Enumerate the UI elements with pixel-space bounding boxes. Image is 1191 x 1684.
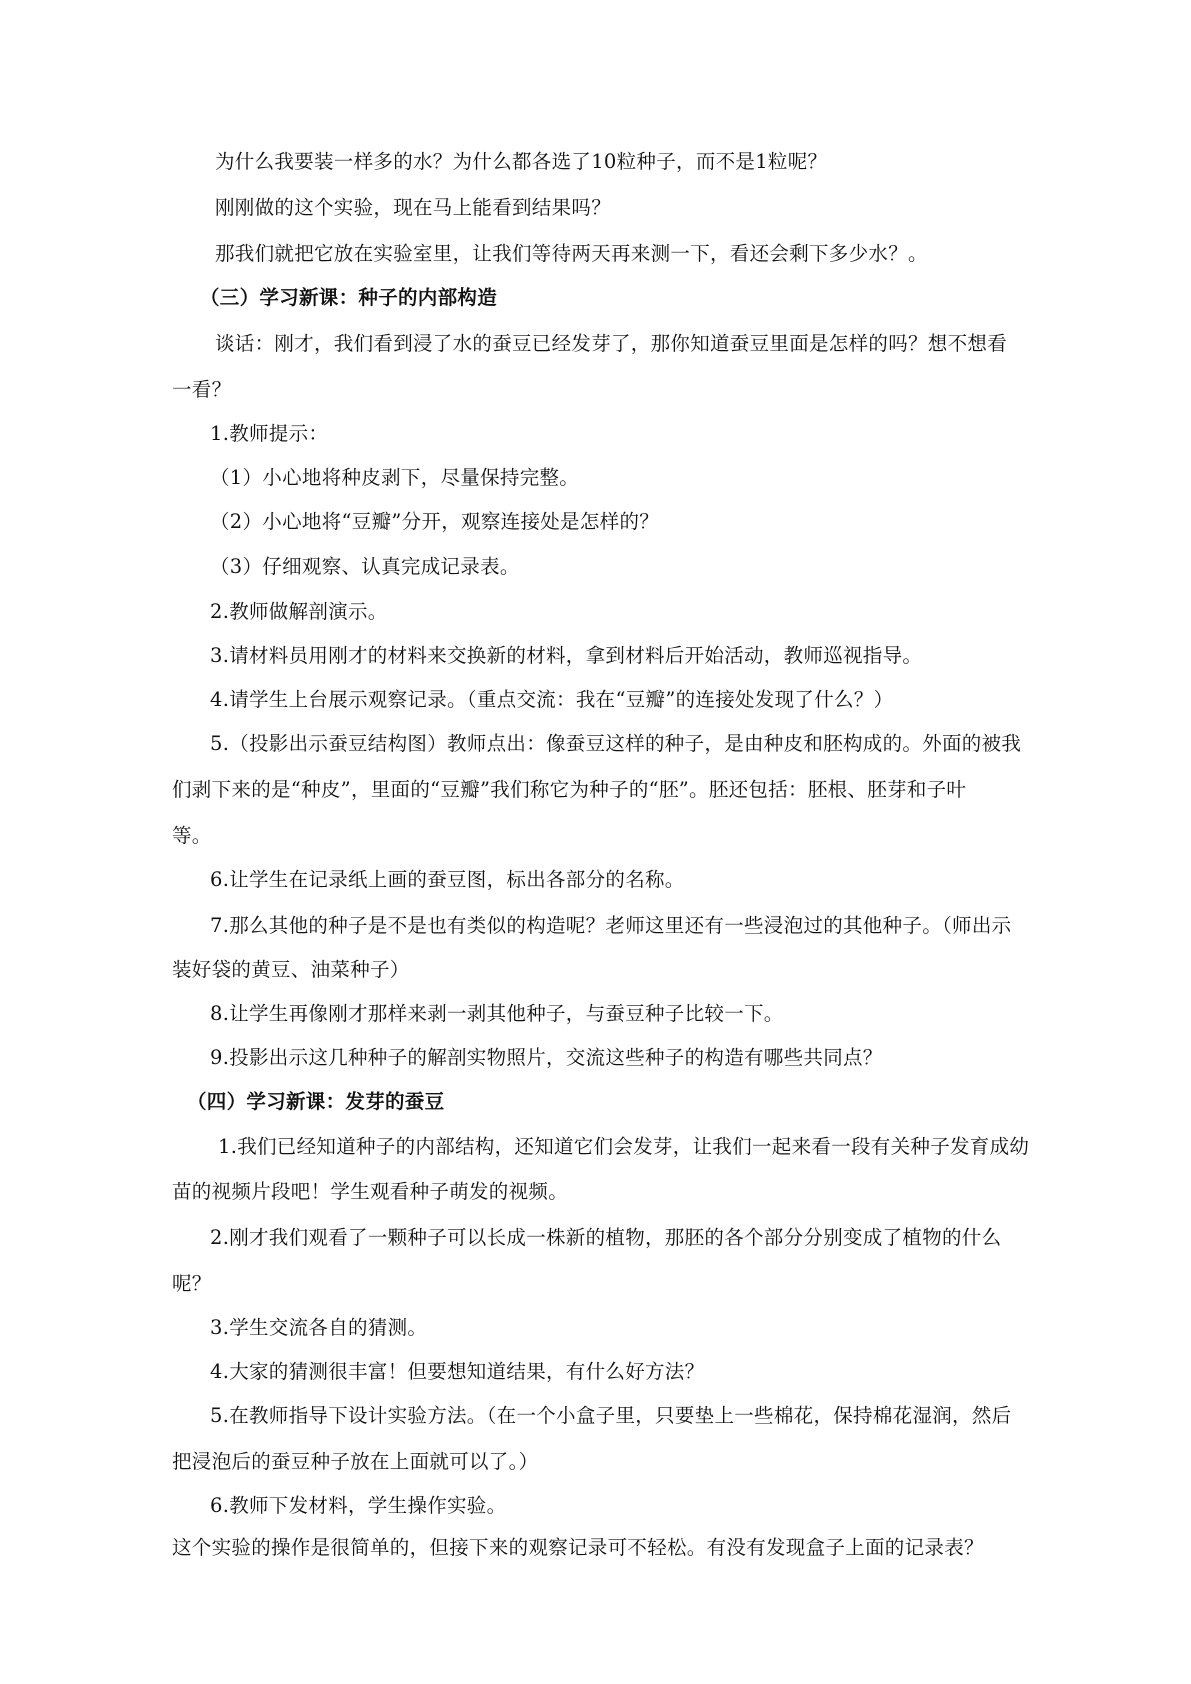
paragraph: 谈话：刚才，我们看到浸了水的蚕豆已经发芽了，那你知道蚕豆里面是怎样的吗？想不想看 [215, 332, 1008, 355]
paragraph-continuation: 呢？ [172, 1272, 212, 1295]
list-item: 8.让学生再像刚才那样来剥一剥其他种子，与蚕豆种子比较一下。 [210, 1002, 784, 1025]
paragraph-continuation: 一看？ [172, 378, 232, 401]
paragraph: 为什么我要装一样多的水？为什么都各选了10粒种子，而不是1粒呢？ [215, 150, 828, 173]
list-item: 5.（投影出示蚕豆结构图）教师点出：像蚕豆这样的种子，是由种皮和胚构成的。外面的被我 [210, 732, 1022, 755]
list-item: 1.我们已经知道种子的内部结构，还知道它们会发芽，让我们一起来看一段有关种子发育成幼 [218, 1135, 1030, 1158]
paragraph-continuation: 们剥下来的是“种皮”，里面的“豆瓣”我们称它为种子的“胚”。胚还包括：胚根、胚芽和子叶 [172, 778, 967, 801]
list-item: 1.教师提示： [210, 422, 329, 445]
list-item: 5.在教师指导下设计实验方法。（在一个小盒子里，只要垫上一些棉花，保持棉花湿润，然后 [210, 1404, 1012, 1427]
sub-list-item: （1）小心地将种皮剥下，尽量保持完整。 [210, 466, 580, 489]
section-heading: （三）学习新课：种子的内部构造 [200, 286, 498, 309]
paragraph-continuation: 把浸泡后的蚕豆种子放在上面就可以了。） [172, 1450, 539, 1473]
list-item: 7.那么其他的种子是不是也有类似的构造呢？老师这里还有一些浸泡过的其他种子。（师出示 [210, 914, 1012, 937]
paragraph: 刚刚做的这个实验，现在马上能看到结果吗？ [215, 196, 612, 219]
list-item: 3.请材料员用刚才的材料来交换新的材料，拿到材料后开始活动，教师巡视指导。 [210, 644, 923, 667]
list-item: 4.请学生上台展示观察记录。（重点交流：我在“豆瓣”的连接处发现了什么？） [210, 688, 894, 711]
sub-list-item: （3）仔细观察、认真完成记录表。 [210, 555, 520, 578]
list-item: 6.教师下发材料，学生操作实验。 [210, 1494, 507, 1517]
list-item: 9.投影出示这几种种子的解剖实物照片，交流这些种子的构造有哪些共同点？ [210, 1046, 883, 1069]
list-item: 6.让学生在记录纸上画的蚕豆图，标出各部分的名称。 [210, 868, 685, 891]
paragraph-continuation: 装好袋的黄豆、油菜种子） [172, 958, 410, 981]
sub-list-item: （2）小心地将“豆瓣”分开，观察连接处是怎样的？ [210, 510, 660, 533]
list-item: 2.教师做解剖演示。 [210, 600, 388, 623]
paragraph-continuation: 等。 [172, 824, 212, 847]
section-heading: （四）学习新课：发芽的蚕豆 [187, 1090, 445, 1113]
paragraph: 这个实验的操作是很简单的，但接下来的观察记录可不轻松。有没有发现盒子上面的记录表？ [172, 1536, 984, 1559]
paragraph: 那我们就把它放在实验室里，让我们等待两天再来测一下，看还会剩下多少水？。 [215, 242, 928, 265]
list-item: 3.学生交流各自的猜测。 [210, 1316, 428, 1339]
list-item: 2.刚才我们观看了一颗种子可以长成一株新的植物，那胚的各个部分分别变成了植物的什么 [210, 1226, 1002, 1249]
list-item: 4.大家的猜测很丰富！但要想知道结果，有什么好方法？ [210, 1360, 705, 1383]
paragraph-continuation: 苗的视频片段吧！学生观看种子萌发的视频。 [172, 1180, 569, 1203]
